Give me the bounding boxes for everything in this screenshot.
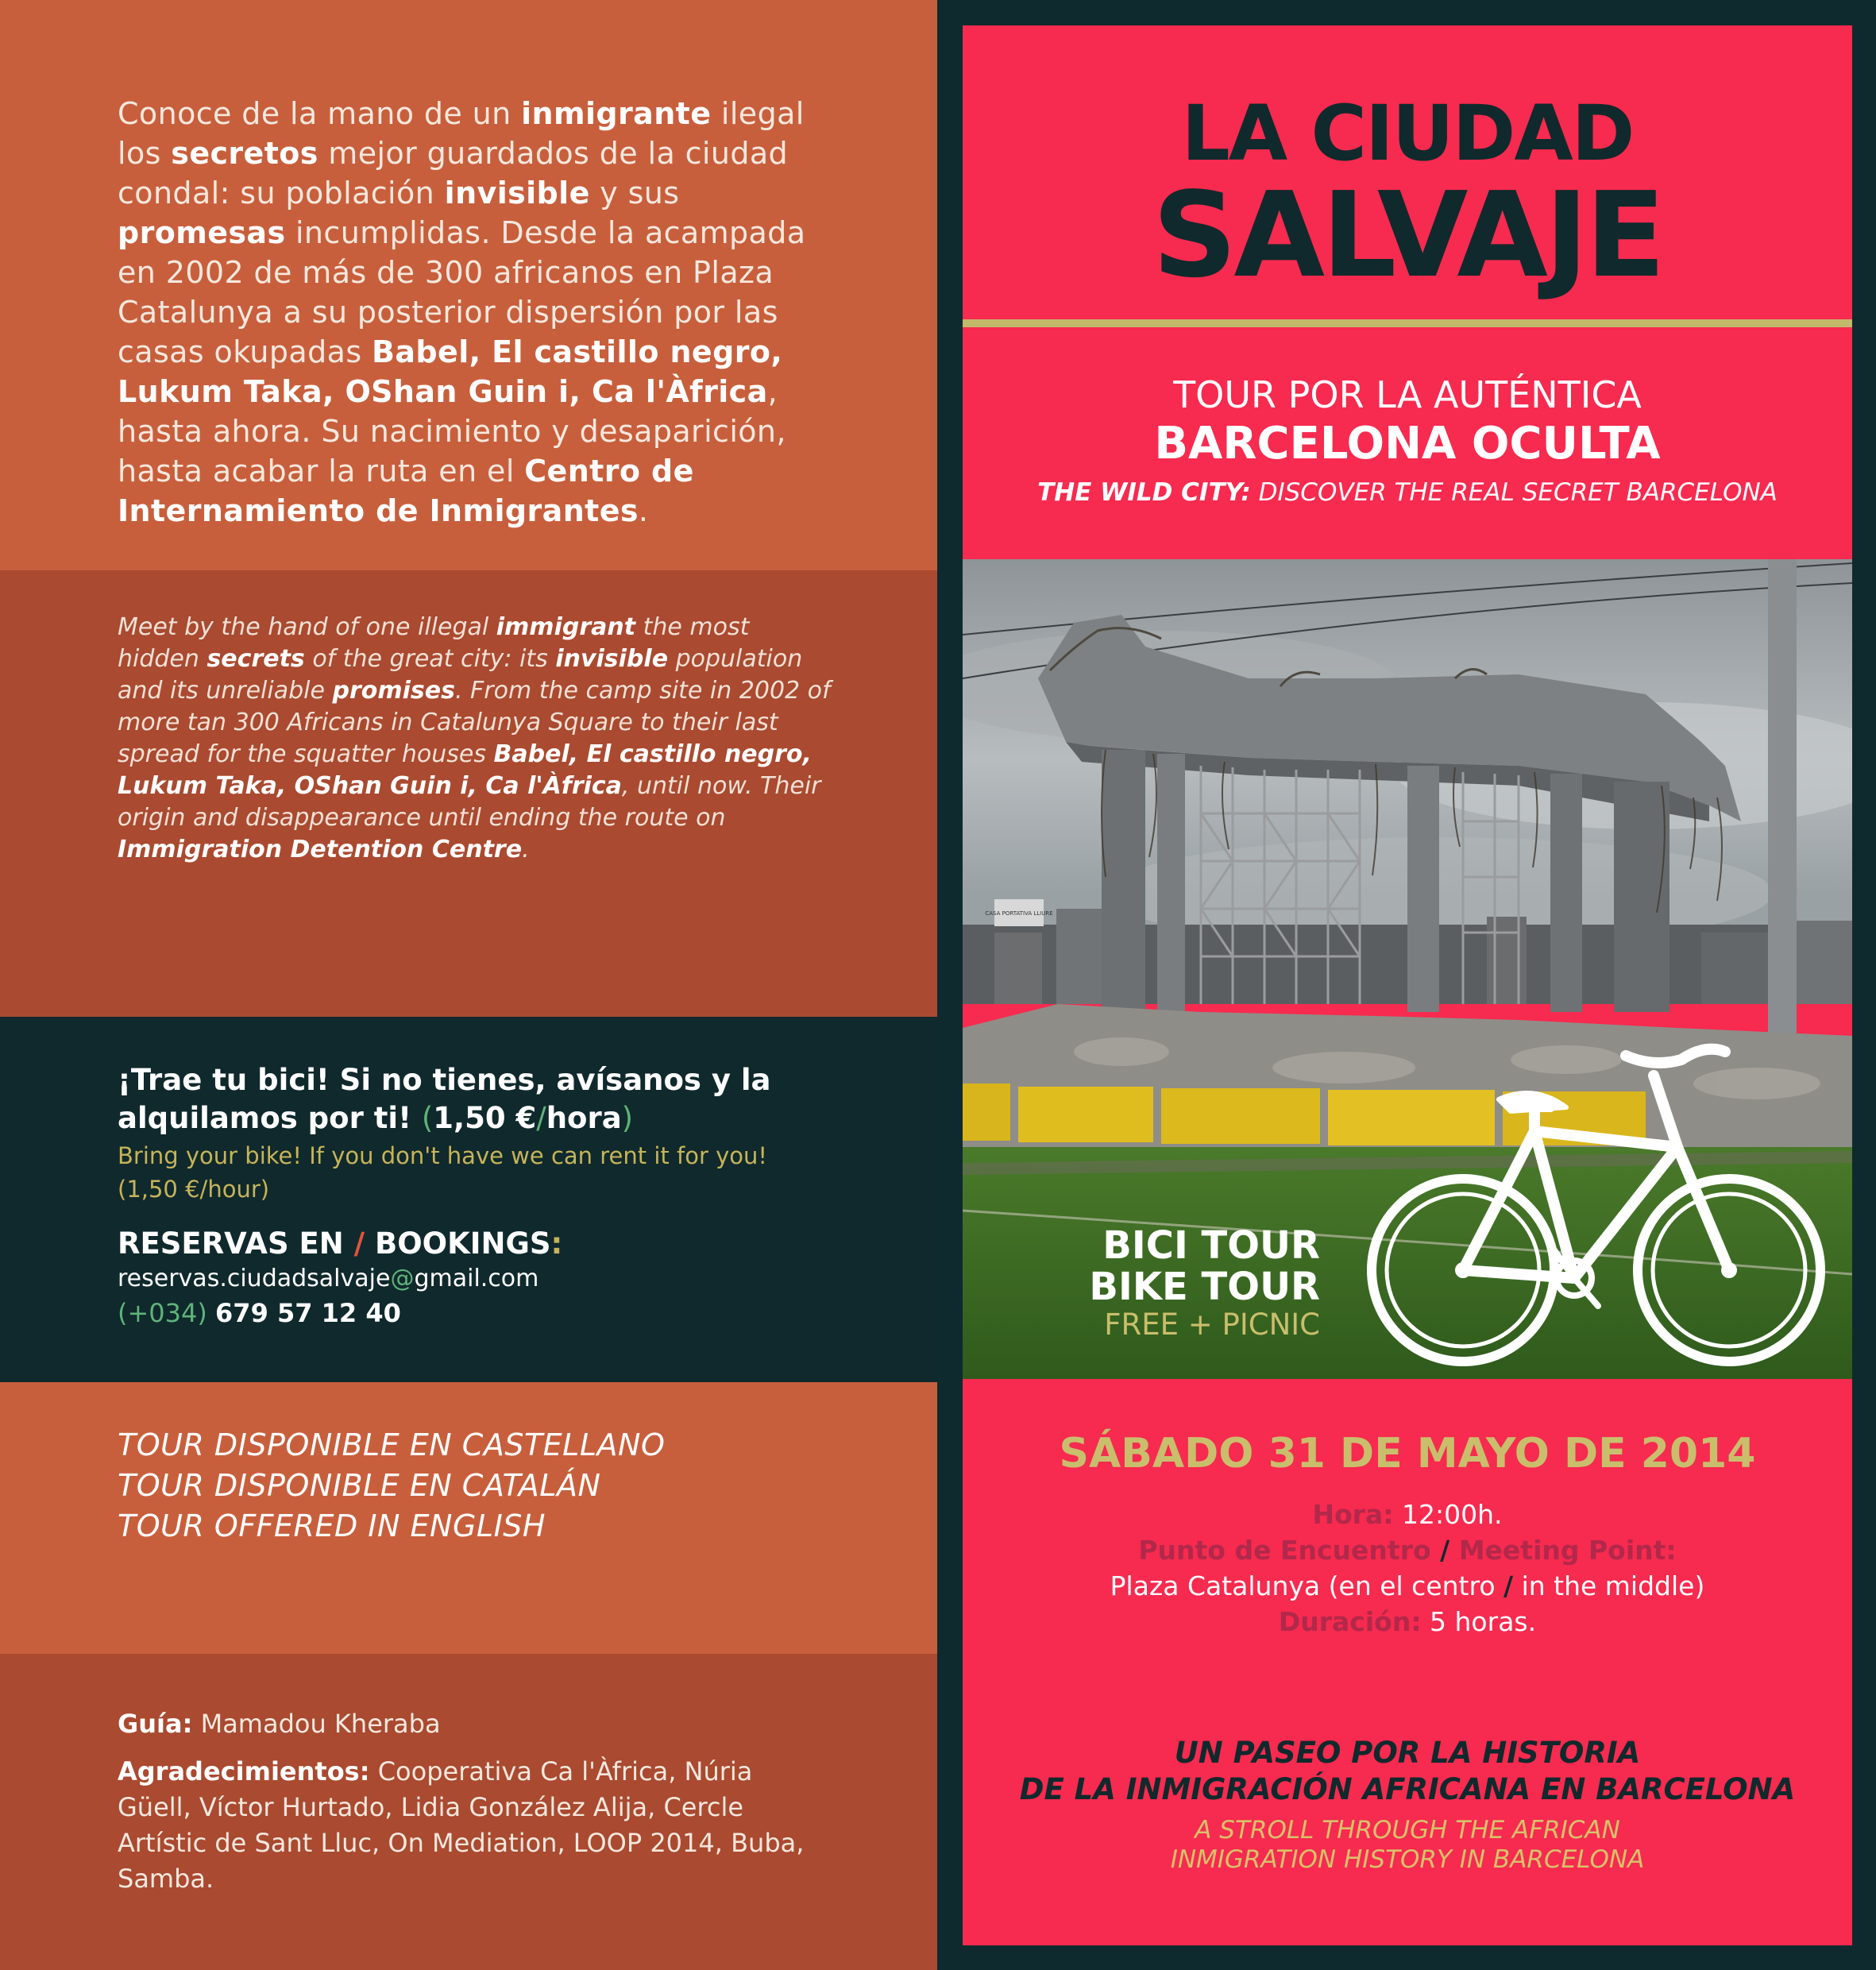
language-item: TOUR DISPONIBLE EN CATALÁN	[118, 1468, 601, 1503]
caption-free-picnic: FREE + PICNIC	[1104, 1308, 1320, 1342]
body-text: incumplidas. Desde la acampada en 2002 de más de 300 africanos en Plaza Catalunya a su posterior dispersión por las casas okupadas	[118, 215, 806, 369]
emphasis-text: inmigrante	[521, 96, 712, 131]
intro-english-section	[0, 570, 937, 1017]
intro-spanish-section	[0, 0, 937, 570]
bookings-phone[interactable]: (+034) 679 57 12 40	[118, 1298, 401, 1328]
body-text: y sus	[589, 176, 680, 211]
ruins-photo	[963, 559, 1852, 1379]
body-text: of the great city: its	[304, 645, 556, 673]
intro-spanish-text	[118, 94, 832, 531]
bookings-heading: RESERVAS EN / BOOKINGS:	[118, 1226, 563, 1261]
body-text: population and its unreliable	[118, 645, 803, 705]
event-details	[963, 1497, 1852, 1640]
right-panel	[937, 0, 1876, 1970]
body-text: . From the camp site in 2002 of more tan 300 Africans in Catalunya Square to their last spread for the squatter houses	[118, 677, 831, 768]
emphasis-text: immigrant	[496, 613, 636, 641]
body-text: Meet by the hand of one illegal	[118, 613, 496, 641]
caption-bike-tour: BIKE TOUR	[1089, 1265, 1320, 1309]
tagline-english	[963, 1816, 1852, 1875]
title-line-1: LA CIUDAD	[1181, 89, 1634, 178]
event-time: Hora: 12:00h.	[1312, 1499, 1503, 1530]
left-panel	[0, 0, 937, 1970]
bike-and-bookings-section	[0, 1017, 937, 1382]
emphasis-text: secretos	[171, 136, 318, 171]
emphasis-text: invisible	[555, 645, 669, 673]
event-duration: Duración: 5 horas.	[1278, 1606, 1537, 1637]
emphasis-text: promises	[332, 677, 455, 705]
body-text: .	[522, 836, 530, 863]
sign-text: CASA PORTATIVA LLIURE	[985, 910, 1053, 917]
flyer-card	[963, 25, 1852, 1945]
body-text: Conoce de la mano de un	[118, 96, 522, 131]
language-item: TOUR OFFERED IN ENGLISH	[118, 1508, 546, 1543]
body-text: the most hidden	[118, 613, 750, 673]
emphasis-text: promesas	[118, 215, 286, 250]
event-date: SÁBADO 31 DE MAYO DE 2014	[1059, 1430, 1756, 1478]
credits-section	[0, 1654, 937, 1970]
body-text: , until now. Their origin and disappearance until ending the route on	[118, 772, 821, 832]
languages-section	[0, 1382, 937, 1654]
intro-english-text	[118, 612, 832, 866]
tagline-english-line-2: INMIGRATION HISTORY IN BARCELONA	[1170, 1845, 1645, 1874]
tagline-spanish-line-1: UN PASEO POR LA HISTORIA	[1174, 1736, 1641, 1770]
title-line-2: SALVAJE	[1152, 167, 1663, 303]
tagline-spanish	[963, 1735, 1852, 1808]
bike-rental-spanish: ¡Trae tu bici! Si no tienes, avísanos y la alquilamos por ti! (1,50 €/hora)	[118, 1063, 771, 1135]
bookings-email-link[interactable]: reservas.ciudadsalvaje@gmail.com	[118, 1265, 539, 1292]
subtitle-line-2: BARCELONA OCULTA	[1154, 418, 1661, 469]
emphasis-text: Babel, El castillo negro, Lukum Taka, OShan Guin i, Ca l'Àfrica	[118, 740, 812, 800]
tagline-spanish-line-2: DE LA INMIGRACIÓN AFRICANA EN BARCELONA	[1019, 1772, 1796, 1806]
subtitle-line-1: TOUR POR LA AUTÉNTICA	[1173, 373, 1642, 416]
subtitle-english: THE WILD CITY: DISCOVER THE REAL SECRET BARCELONA	[1037, 478, 1778, 507]
tagline-english-line-1: A STROLL THROUGH THE AFRICAN	[1195, 1816, 1620, 1844]
emphasis-text: Immigration Detention Centre	[118, 836, 523, 863]
meeting-point-label: Punto de Encuentro / Meeting Point:	[1138, 1535, 1677, 1566]
caption-bici-tour: BICI TOUR	[1102, 1223, 1320, 1268]
title-divider	[963, 319, 1852, 327]
body-text: , hasta ahora. Su nacimiento y desaparición, hasta acabar la ruta en el	[118, 374, 786, 489]
body-text: mejor guardados de la ciudad condal: su población	[118, 136, 789, 211]
emphasis-text: Babel, El castillo negro, Lukum Taka, OShan Guin i, Ca l'Àfrica	[118, 334, 783, 409]
body-text: ilegal los	[118, 96, 805, 171]
acknowledgements: Agradecimientos: Cooperativa Ca l'Àfrica, Núria Güell, Víctor Hurtado, Lidia González Alija, Cercle Artístic de Sant Lluc, On Mediation, LOOP 2014, Buba, Samba.	[118, 1756, 805, 1894]
body-text: .	[638, 493, 649, 528]
guide-line: Guía: Mamadou Kheraba	[118, 1709, 441, 1739]
emphasis-text: invisible	[444, 176, 590, 211]
languages-list	[118, 1425, 832, 1547]
emphasis-text: secrets	[207, 645, 305, 673]
language-item: TOUR DISPONIBLE EN CASTELLANO	[118, 1427, 666, 1462]
emphasis-text: Centro de Internamiento de Inmigrantes	[118, 454, 694, 528]
meeting-point-place: Plaza Catalunya (en el centro / in the middle)	[1110, 1570, 1705, 1601]
bike-rental-english: Bring your bike! If you don't have we can rent it for you! (1,50 €/hour)	[118, 1142, 768, 1203]
